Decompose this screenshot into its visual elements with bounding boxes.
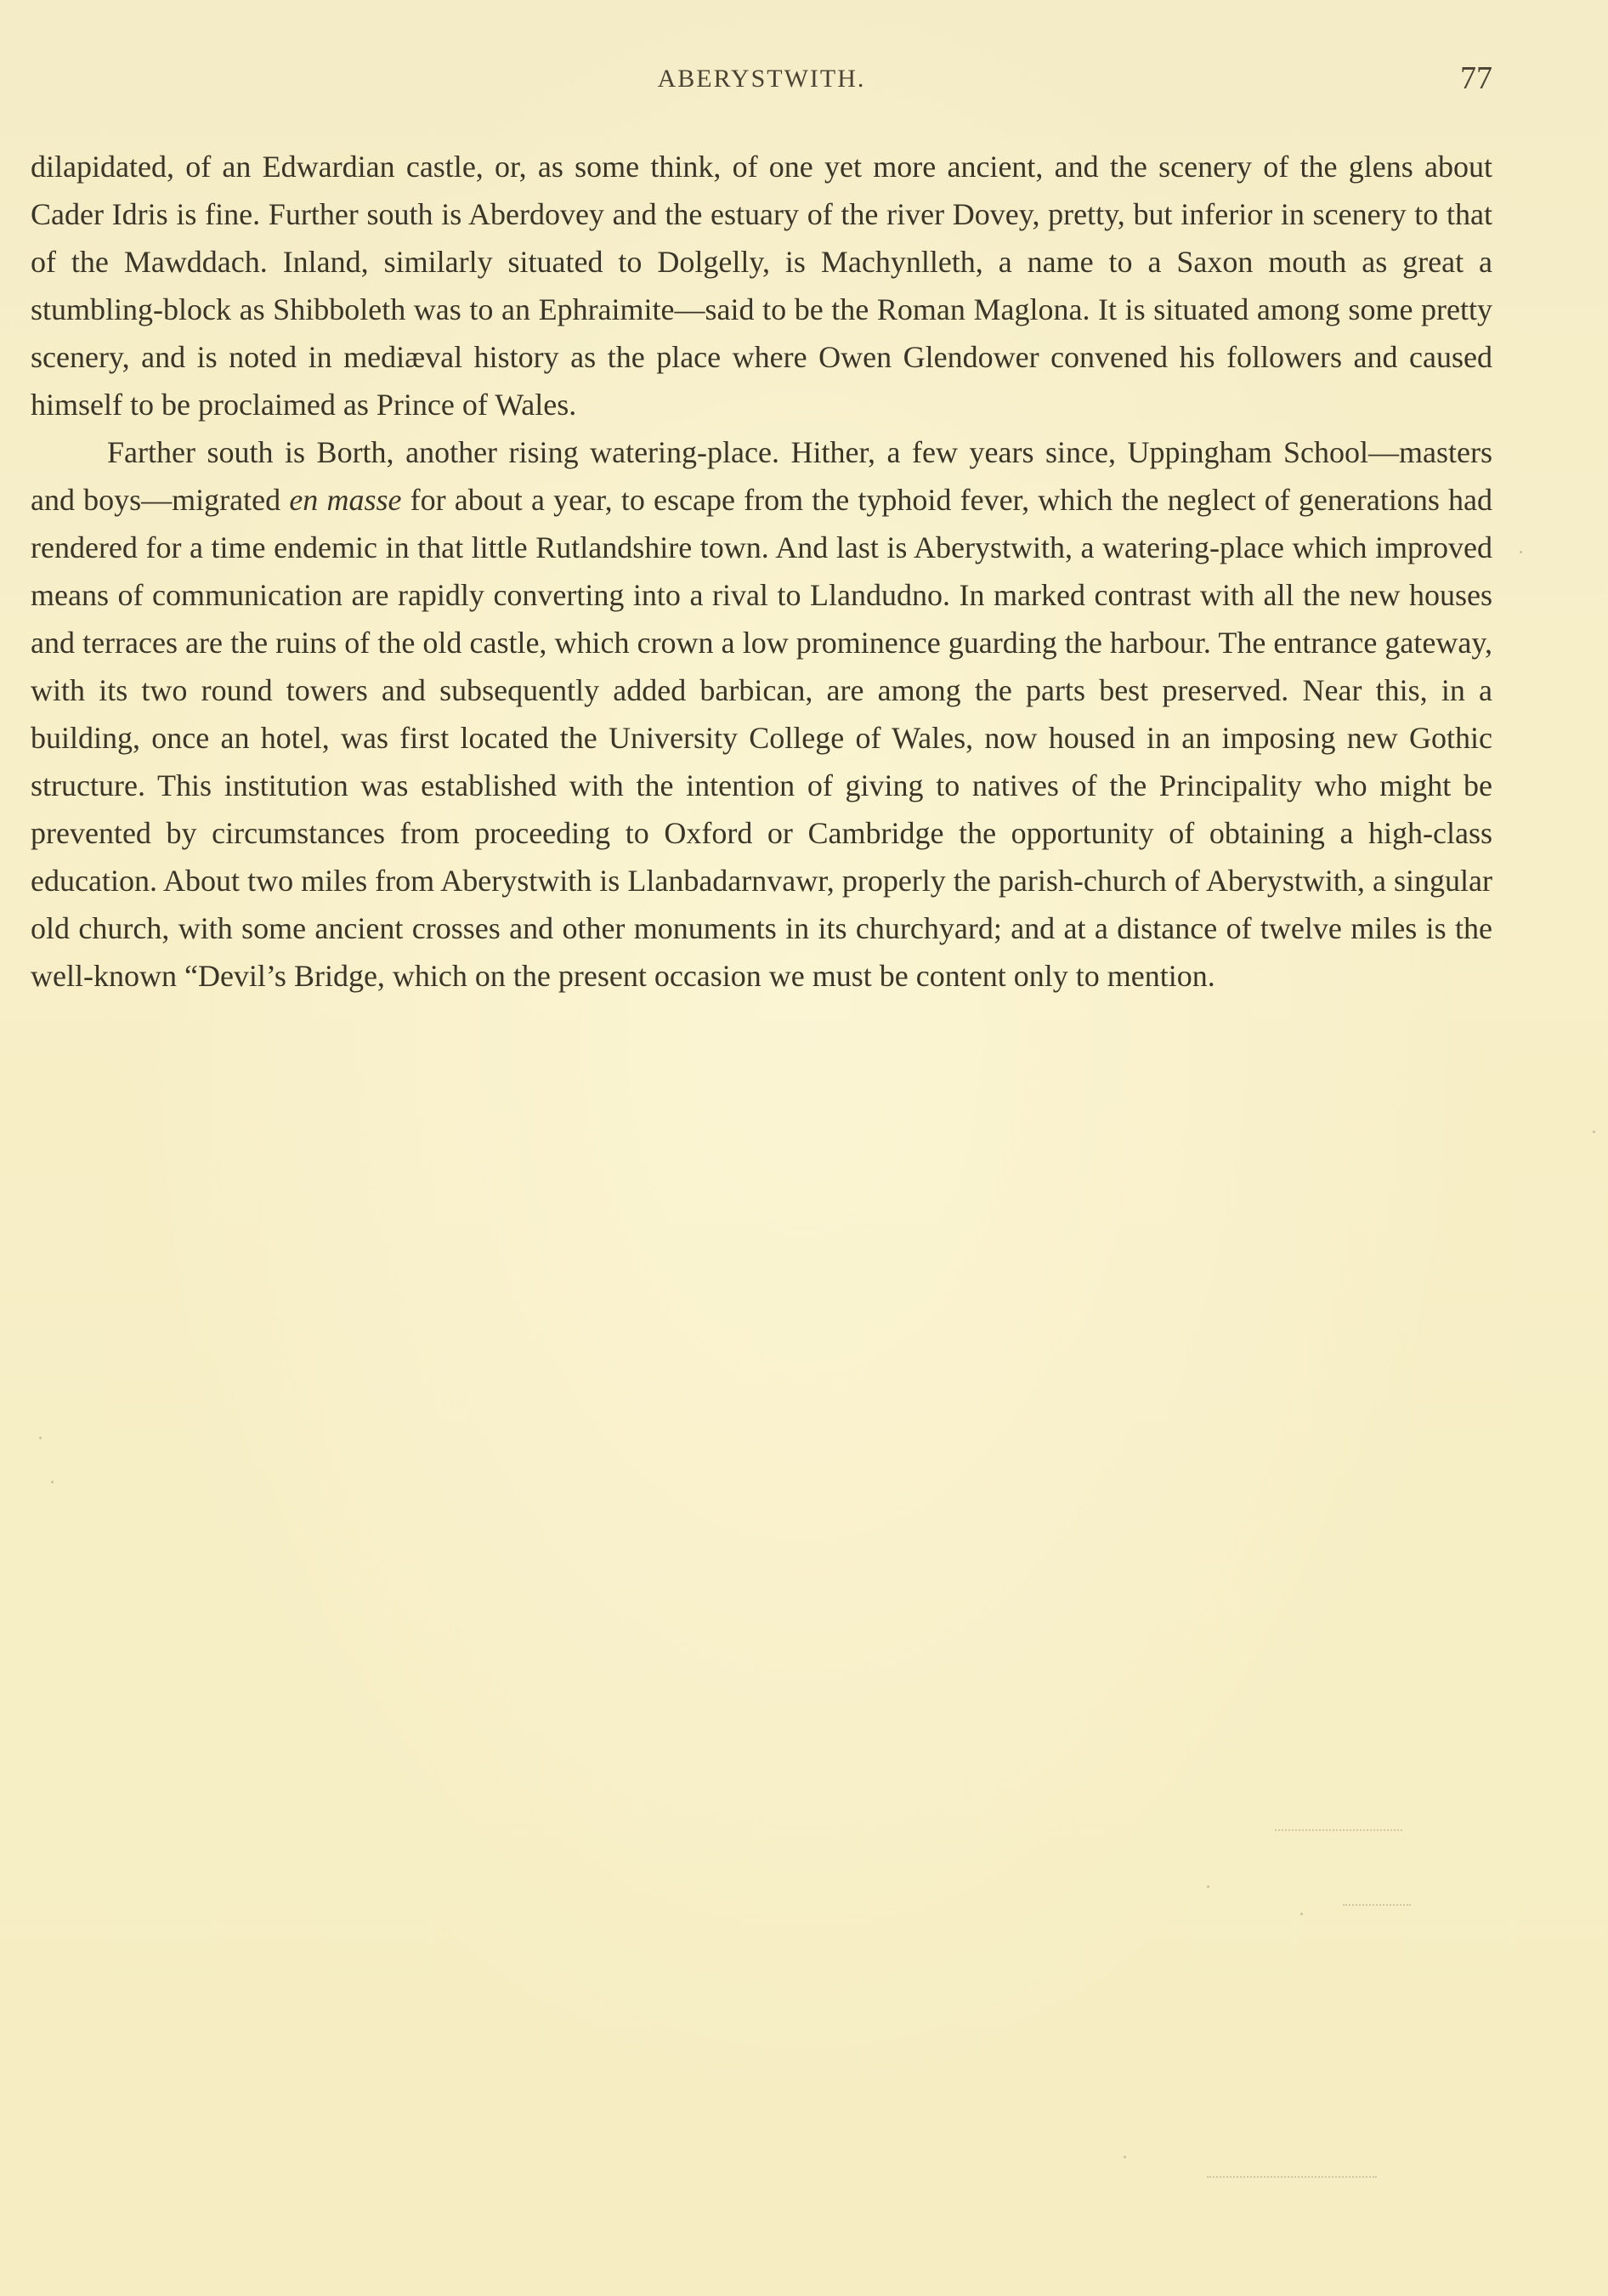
paper-speck [1300, 1913, 1303, 1915]
paper-speck [51, 1481, 54, 1483]
paper-speck [1207, 1885, 1209, 1888]
paragraph-2 [31, 428, 1492, 1000]
paragraph-2-italic: en masse [289, 483, 402, 517]
paper-trace [1207, 2176, 1377, 2179]
running-head [31, 60, 1492, 102]
paper-speck [1520, 551, 1522, 553]
paper-speck [1124, 2156, 1126, 2158]
paper-trace [1343, 1904, 1411, 1907]
running-title: ABERYSTWITH. [657, 65, 866, 93]
page-number: 77 [1460, 60, 1492, 96]
paragraph-2-text-a: Farther south is Borth, another rising watering-place. Hither, a few years since, Uppingham School—masters and boys—migrated [31, 435, 1492, 517]
paragraph-1: dilapidated, of an Edwardian castle, or, as some think, of one yet more ancient, and the scenery of the glens about Cader Idris is fine. Further south is Aberdovey and the estuary of the river Dovey, pretty, but inferior in scenery to that of the Mawddach. Inland, similarly situated to Dolgelly, is Machynlleth, a name to a Saxon mouth as great a stumbling-block as Shibboleth was to an Ephraimite—said to be the Roman Maglona. It is situated among some pretty scenery, and is noted in mediæval history as the place where Owen Glendower convened his followers and caused himself to be proclaimed as Prince of Wales. [31, 150, 1492, 422]
paper-trace [1275, 1829, 1402, 1832]
paper-speck [1593, 1131, 1595, 1133]
body-text [31, 143, 1492, 1000]
paragraph-2-text-b: for about a year, to escape from the typhoid fever, which the neglect of generations had rendered for a time endemic in that little Rutlandshire town. And last is Aberystwith, a watering-place which improved means of communication are rapidly converting into a rival to Llandudno. In marked contrast with all the new houses and terraces are the ruins of the old castle, which crown a low prominence guarding the harbour. The entrance gateway, with its two round towers and subsequently added barbican, are among the parts best preserved. Near this, in a building, once an hotel, was first located the University College of Wales, now housed in an imposing new Gothic structure. This institution was established with the intention of giving to natives of the Principality who might be prevented by circumstances from proceeding to Oxford or Cambridge the opportunity of obtaining a high-class education. About two miles from Aberystwith is Llanbadarnvawr, properly the parish-church of Aberystwith, a singular old church, with some ancient crosses and other monuments in its churchyard; and at a distance of twelve miles is the well-known “Devil’s Bridge, which on the present occasion we must be content only to mention. [31, 483, 1492, 993]
paper-speck [39, 1437, 42, 1439]
